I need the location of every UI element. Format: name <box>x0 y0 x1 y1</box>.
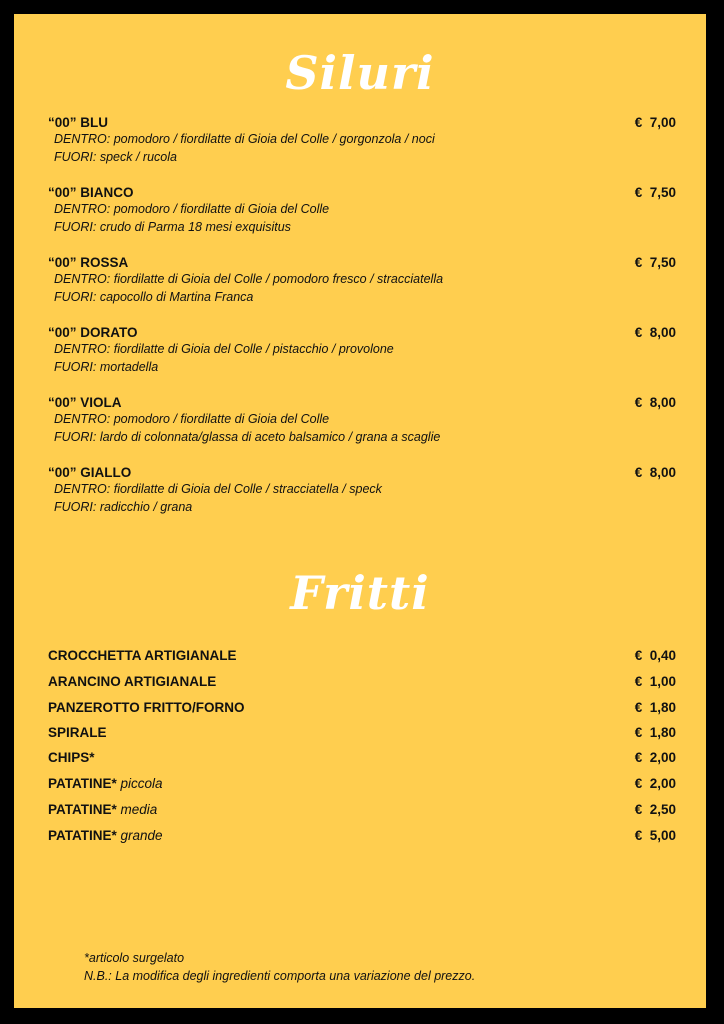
frozen-note: *articolo surgelato <box>84 951 185 965</box>
menu-item <box>48 184 676 236</box>
menu-item <box>48 464 676 516</box>
item-dentro: DENTRO: fiordilatte di Gioia del Colle / stracciatella / speck <box>54 482 382 496</box>
fritti-section-title: Fritti <box>290 566 430 620</box>
item-fuori: FUORI: mortadella <box>54 359 159 374</box>
menu-item <box>48 114 676 166</box>
fritti-name: ARANCINO ARTIGIANALE <box>48 674 217 689</box>
item-fuori: FUORI: capocollo di Martina Franca <box>54 289 254 304</box>
fritti-row <box>48 698 676 718</box>
fritti-row <box>48 646 676 666</box>
item-price: € 7,50 <box>634 185 676 200</box>
fritti-row <box>48 774 676 794</box>
siluri-section-title: Siluri <box>285 46 435 100</box>
fritti-name: SPIRALE <box>48 725 107 740</box>
fritti-name: PANZEROTTO FRITTO/FORNO <box>48 700 245 715</box>
menu-item <box>48 394 676 446</box>
fritti-row <box>48 826 676 846</box>
fritti-price: € 1,80 <box>634 700 676 715</box>
menu-item <box>48 254 676 306</box>
fritti-size: piccola <box>120 776 163 791</box>
fritti-size: media <box>120 802 158 817</box>
item-price: € 8,00 <box>634 395 676 410</box>
fritti-price: € 2,00 <box>634 776 676 791</box>
item-dentro: DENTRO: pomodoro / fiordilatte di Gioia del Colle <box>54 202 330 216</box>
item-name: “00” DORATO <box>48 325 138 340</box>
fritti-price: € 1,80 <box>634 725 676 740</box>
fritti-price: € 0,40 <box>634 648 676 663</box>
fritti-name: PATATINE* <box>48 802 117 817</box>
item-fuori: FUORI: lardo di colonnata/glassa di aceto balsamico / grana a scaglie <box>54 429 441 444</box>
price-change-note: N.B.: La modifica degli ingredienti comporta una variazione del prezzo. <box>84 968 476 983</box>
item-name: “00” BIANCO <box>48 185 134 200</box>
item-dentro: DENTRO: pomodoro / fiordilatte di Gioia del Colle / gorgonzola / noci <box>54 132 435 146</box>
fritti-row <box>48 672 676 692</box>
fritti-row <box>48 723 676 743</box>
fritti-price: € 5,00 <box>634 828 676 843</box>
item-fuori: FUORI: radicchio / grana <box>54 499 193 514</box>
item-dentro: DENTRO: fiordilatte di Gioia del Colle / pomodoro fresco / stracciatella <box>54 272 444 286</box>
item-fuori: FUORI: crudo di Parma 18 mesi exquisitus <box>54 219 291 234</box>
fritti-name: CHIPS* <box>48 750 95 765</box>
fritti-row <box>48 800 676 820</box>
item-price: € 8,00 <box>634 465 676 480</box>
fritti-name: PATATINE* <box>48 776 117 791</box>
fritti-price: € 1,00 <box>634 674 676 689</box>
fritti-row <box>48 748 676 768</box>
footer-notes <box>84 950 475 985</box>
fritti-name: CROCCHETTA ARTIGIANALE <box>48 648 237 663</box>
item-price: € 7,50 <box>634 255 676 270</box>
item-dentro: DENTRO: pomodoro / fiordilatte di Gioia del Colle <box>54 412 330 426</box>
fritti-price: € 2,50 <box>634 802 676 817</box>
menu-item <box>48 324 676 376</box>
item-name: “00” BLU <box>48 115 109 130</box>
item-name: “00” GIALLO <box>48 465 132 480</box>
fritti-size: grande <box>120 828 163 843</box>
menu-page <box>14 14 706 1008</box>
item-price: € 7,00 <box>634 115 676 130</box>
fritti-price: € 2,00 <box>634 750 676 765</box>
item-name: “00” VIOLA <box>48 395 122 410</box>
item-price: € 8,00 <box>634 325 676 340</box>
item-name: “00” ROSSA <box>48 255 129 270</box>
item-dentro: DENTRO: fiordilatte di Gioia del Colle / pistacchio / provolone <box>54 342 394 356</box>
item-fuori: FUORI: speck / rucola <box>54 149 177 164</box>
fritti-name: PATATINE* <box>48 828 117 843</box>
